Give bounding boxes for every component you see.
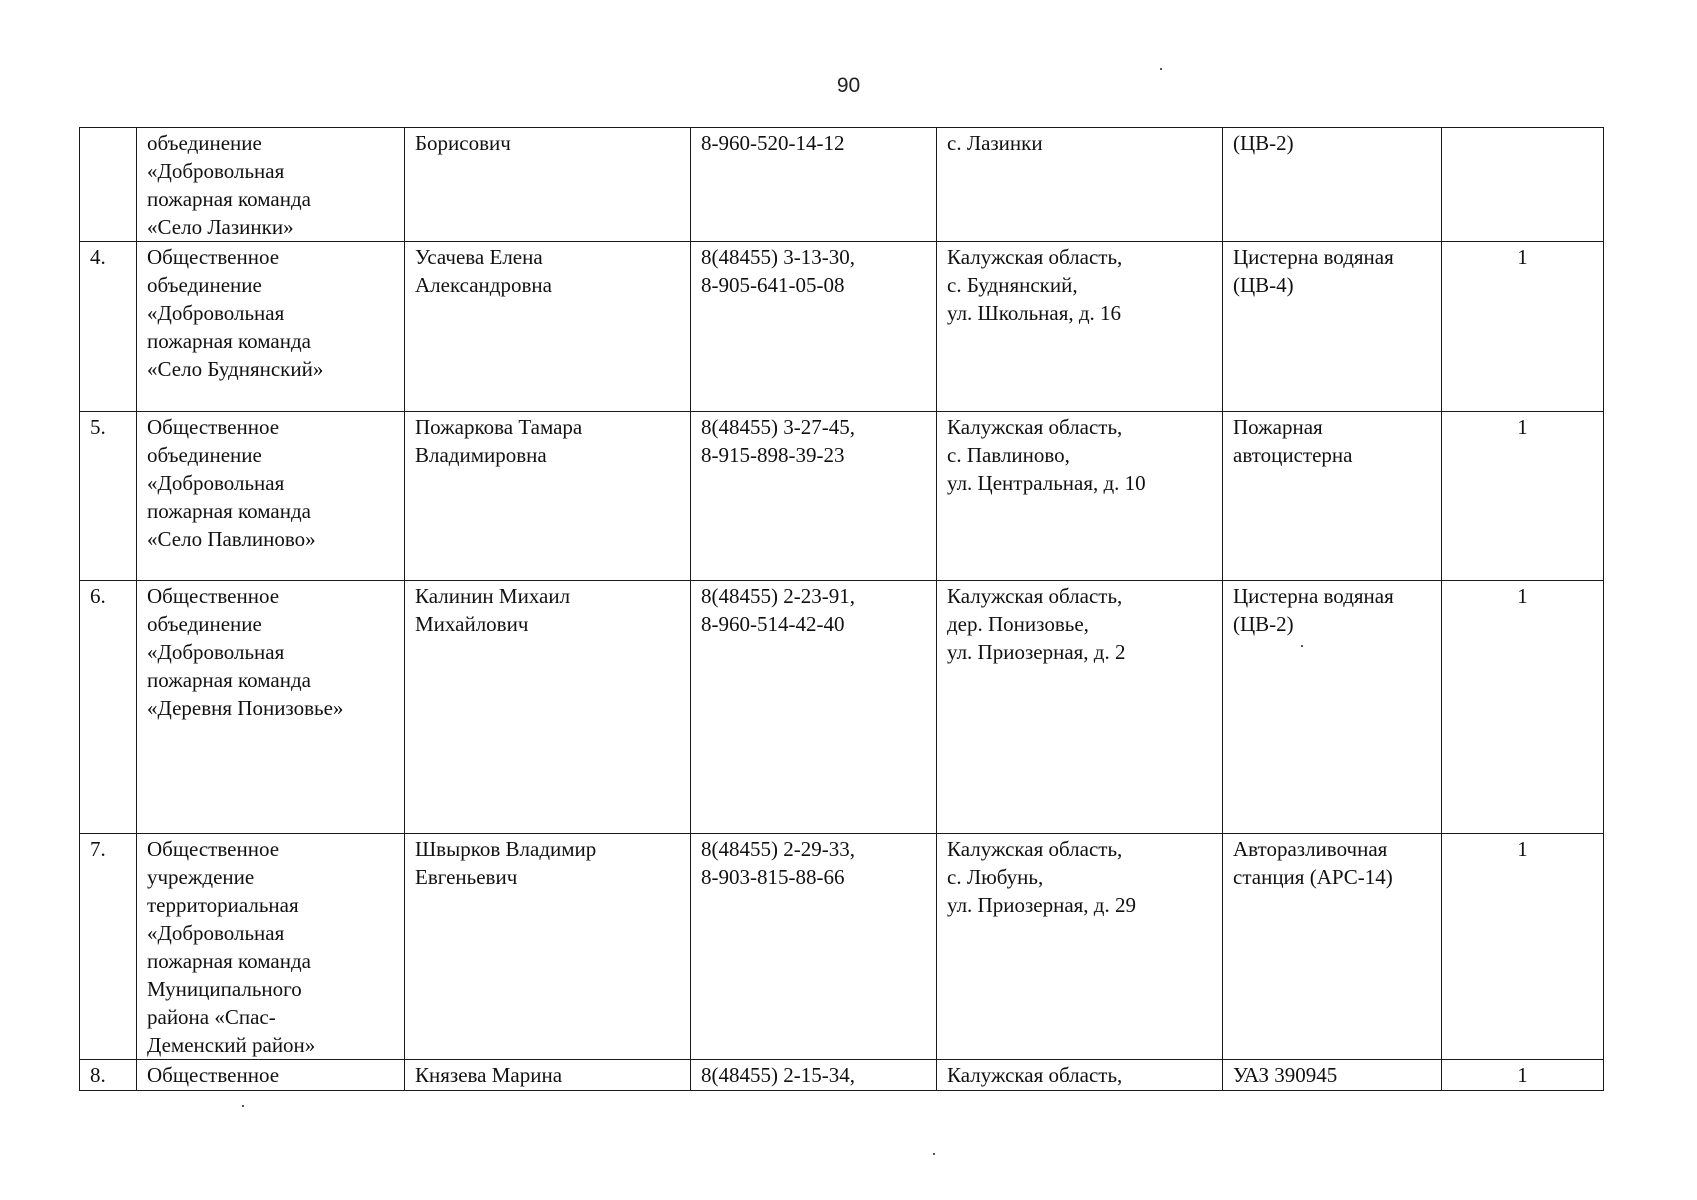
organization-line: Общественное [147,837,280,861]
organization-line: объединение [147,443,262,467]
organization-line: Общественное [147,584,280,608]
address-cell [937,242,1223,412]
fire-brigade-table [79,127,1604,1091]
head-person-line: Калинин Михаил [415,584,571,608]
address-line: Калужская область, [947,1063,1123,1087]
phone-line: 8(48455) 3-13-30, [701,245,855,269]
address-line: ул. Приозерная, д. 2 [947,640,1126,664]
phone-cell [691,581,937,834]
organization-line: учреждение [147,865,255,889]
quantity-cell [1442,128,1604,242]
row-number-cell: 6. [80,581,137,834]
head-person-line: Князева Марина [415,1063,563,1087]
row-number-cell [80,128,137,242]
quantity-cell: 1 [1442,412,1604,581]
address-line: ул. Центральная, д. 10 [947,471,1146,495]
head-person-cell [405,1060,691,1091]
head-person-line: Пожаркова Тамара [415,415,583,439]
row-number-cell: 4. [80,242,137,412]
head-person-cell [405,128,691,242]
phone-line: 8-903-815-88-66 [701,865,845,889]
head-person-cell [405,581,691,834]
organization-line: пожарная команда [147,668,311,692]
address-line: с. Любунь, [947,865,1044,889]
address-line: Калужская область, [947,415,1123,439]
table-body [80,128,1604,1091]
head-person-line: Владимировна [415,443,547,467]
phone-cell [691,128,937,242]
address-line: с. Павлиново, [947,443,1070,467]
phone-line: 8(48455) 2-15-34, [701,1063,855,1087]
equipment-line: Цистерна водяная [1233,245,1394,269]
organization-line: Деменский район» [147,1033,316,1057]
organization-line: Общественное [147,245,280,269]
head-person-line: Швырков Владимир [415,837,597,861]
organization-line: объединение [147,131,262,155]
organization-cell [137,581,405,834]
organization-cell [137,834,405,1060]
equipment-line: (ЦВ-2) [1233,612,1294,636]
phone-cell [691,834,937,1060]
equipment-cell [1223,242,1442,412]
phone-line: 8-960-520-14-12 [701,131,845,155]
quantity-cell: 1 [1442,834,1604,1060]
address-cell [937,834,1223,1060]
phone-cell [691,1060,937,1091]
address-cell [937,581,1223,834]
row-number-cell: 8. [80,1060,137,1091]
organization-line: объединение [147,612,262,636]
organization-line: пожарная команда [147,329,311,353]
table-row [80,128,1604,242]
address-line: с. Буднянский, [947,273,1078,297]
phone-line: 8(48455) 3-27-45, [701,415,855,439]
quantity-cell: 1 [1442,581,1604,834]
scan-speck [242,1105,244,1107]
quantity-cell: 1 [1442,242,1604,412]
head-person-cell [405,242,691,412]
equipment-line: станция (АРС-14) [1233,865,1393,889]
row-number-cell: 5. [80,412,137,581]
organization-line: «Деревня Понизовье» [147,696,344,720]
organization-line: Общественное [147,415,280,439]
organization-line: пожарная команда [147,187,311,211]
quantity-cell: 1 [1442,1060,1604,1091]
equipment-cell [1223,834,1442,1060]
scan-speck [1160,68,1162,70]
organization-line: «Добровольная [147,640,285,664]
table-row [80,242,1604,412]
organization-line: территориальная [147,893,299,917]
address-line: ул. Приозерная, д. 29 [947,893,1136,917]
phone-line: 8-960-514-42-40 [701,612,845,636]
organization-line: пожарная команда [147,499,311,523]
organization-line: «Добровольная [147,471,285,495]
address-line: Калужская область, [947,837,1123,861]
equipment-line: автоцистерна [1233,443,1353,467]
equipment-cell [1223,412,1442,581]
address-cell [937,1060,1223,1091]
organization-line: «Село Лазинки» [147,215,294,239]
head-person-line: Усачева Елена [415,245,543,269]
phone-line: 8(48455) 2-23-91, [701,584,855,608]
phone-cell [691,242,937,412]
phone-line: 8(48455) 2-29-33, [701,837,855,861]
organization-line: пожарная команда [147,949,311,973]
organization-line: «Добровольная [147,159,285,183]
equipment-line: Цистерна водяная [1233,584,1394,608]
organization-cell [137,128,405,242]
equipment-line: Авторазливочная [1233,837,1388,861]
equipment-line: Пожарная [1233,415,1323,439]
equipment-cell [1223,128,1442,242]
organization-line: «Село Буднянский» [147,357,324,381]
organization-cell [137,412,405,581]
head-person-line: Борисович [415,131,511,155]
row-number-cell: 7. [80,834,137,1060]
address-line: ул. Школьная, д. 16 [947,301,1122,325]
address-line: Калужская область, [947,245,1123,269]
organization-line: «Добровольная [147,921,285,945]
phone-line: 8-915-898-39-23 [701,443,845,467]
address-cell [937,128,1223,242]
scan-speck [933,1153,935,1155]
organization-line: Общественное [147,1063,280,1087]
table-row [80,834,1604,1060]
phone-cell [691,412,937,581]
equipment-cell [1223,1060,1442,1091]
table-row [80,1060,1604,1091]
head-person-cell [405,412,691,581]
organization-line: Муниципального [147,977,302,1001]
organization-line: района «Спас- [147,1005,276,1029]
equipment-cell [1223,581,1442,834]
phone-line: 8-905-641-05-08 [701,273,845,297]
table-row [80,581,1604,834]
table-row [80,412,1604,581]
head-person-line: Александровна [415,273,552,297]
organization-line: объединение [147,273,262,297]
head-person-line: Михайлович [415,612,529,636]
head-person-cell [405,834,691,1060]
address-cell [937,412,1223,581]
equipment-line: (ЦВ-4) [1233,273,1294,297]
equipment-line: (ЦВ-2) [1233,131,1294,155]
head-person-line: Евгеньевич [415,865,518,889]
page-number: 90 [836,74,861,97]
address-line: с. Лазинки [947,131,1043,155]
organization-line: «Добровольная [147,301,285,325]
address-line: дер. Понизовье, [947,612,1089,636]
organization-cell [137,242,405,412]
organization-cell [137,1060,405,1091]
equipment-line: УАЗ 390945 [1233,1063,1338,1087]
organization-line: «Село Павлиново» [147,527,316,551]
scan-speck [1301,645,1303,647]
address-line: Калужская область, [947,584,1123,608]
